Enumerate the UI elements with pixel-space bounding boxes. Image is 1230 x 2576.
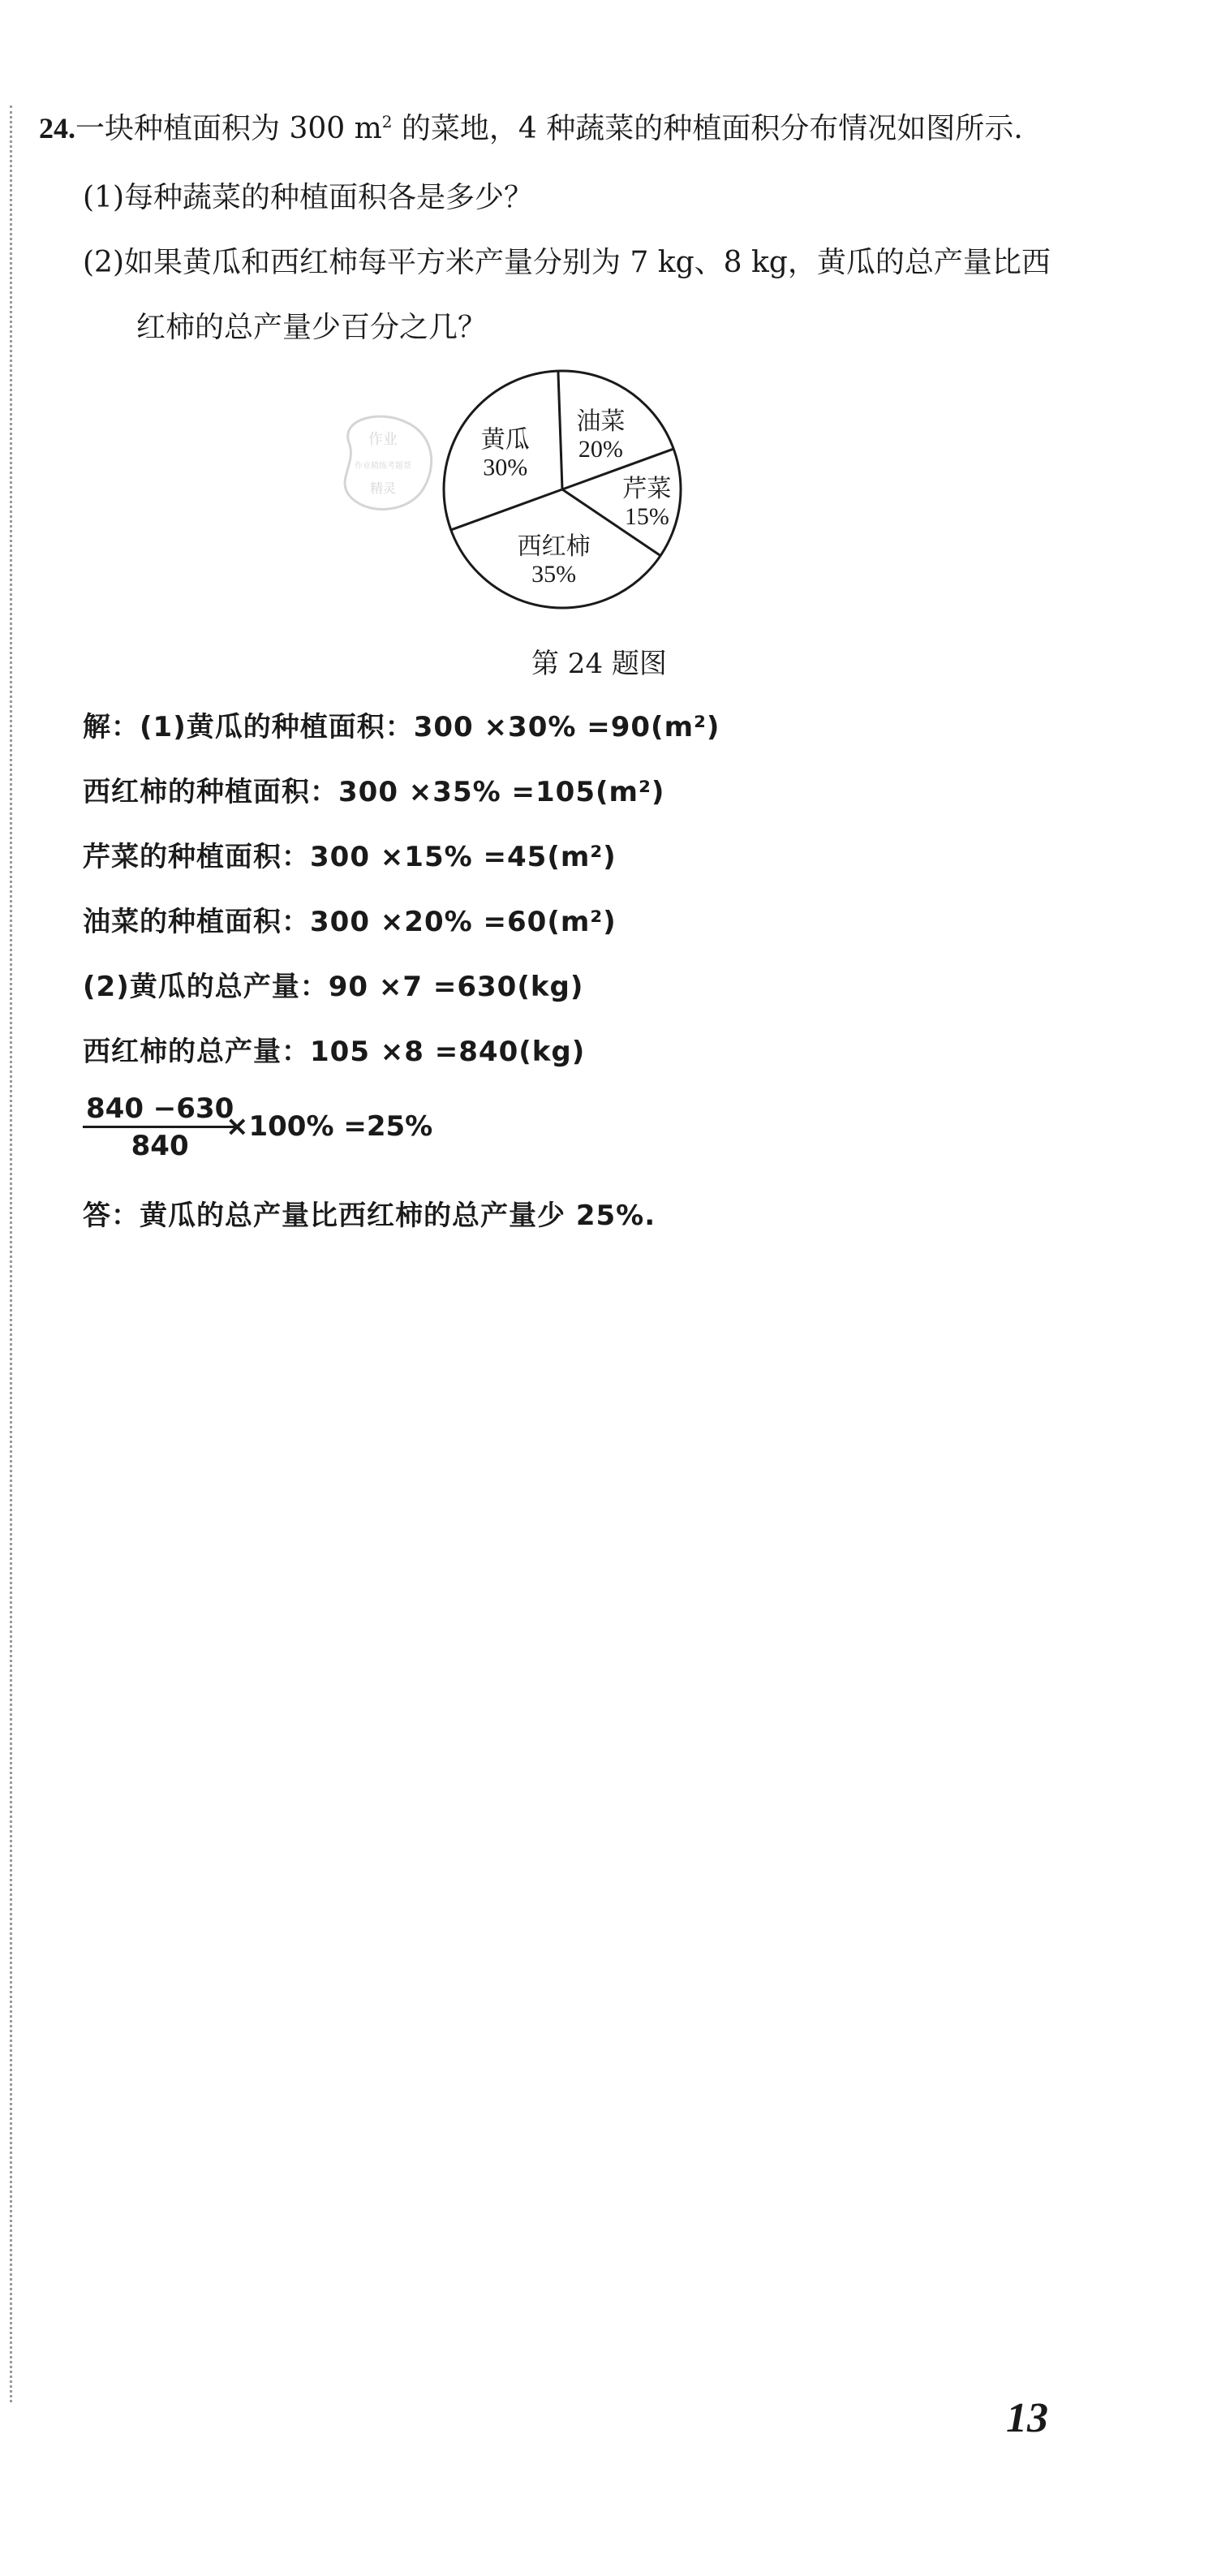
pie-slice-label-0: 30% [483, 454, 528, 481]
solution-line-5: (2)黄瓜的总产量：90 ×7 =630(kg) [83, 971, 584, 1003]
fraction-numerator: 840 −630 [83, 1092, 237, 1128]
solution-line-1: 解：(1)黄瓜的种植面积：300 ×30% =90(m²) [83, 711, 720, 743]
stamp-bottom-text: 精灵 [369, 480, 397, 496]
fraction-denominator: 840 [131, 1130, 189, 1162]
page-number: 13 [1006, 2395, 1048, 2441]
question-stem-text-b: 的菜地，4 种蔬菜的种植面积分布情况如图所示. [392, 112, 1023, 145]
question-part-2-line-1: (2)如果黄瓜和西红柿每平方米产量分别为 7 kg、8 kg，黄瓜的总产量比西 [83, 246, 1051, 279]
pie-slice-name-0: 黄瓜 [480, 425, 530, 454]
pie-divider-0 [451, 489, 562, 530]
pie-slice-name-1: 油菜 [576, 407, 626, 436]
solution-line-2: 西红柿的种植面积：300 ×35% =105(m²) [83, 776, 665, 808]
question-part-2-line-2: 红柿的总产量少百分之几？ [136, 311, 488, 344]
figure-caption: 第 24 题图 [531, 648, 667, 680]
solution-line-3: 芹菜的种植面积：300 ×15% =45(m²) [83, 841, 617, 873]
solution-fraction [83, 1092, 237, 1164]
question-stem-text-a: 一块种植面积为 300 m [75, 112, 382, 145]
pie-slice-name-3: 西红柿 [517, 532, 591, 562]
question-number: 24. [39, 112, 75, 144]
solution-answer: 答：黄瓜的总产量比西红柿的总产量少 25%. [83, 1200, 656, 1232]
question-part-1: (1)每种蔬菜的种植面积各是多少？ [83, 181, 533, 214]
question-stem-superscript: 2 [381, 112, 393, 131]
pie-chart [329, 361, 734, 629]
question-stem [39, 106, 1023, 147]
pie-slice-label-2: 15% [624, 502, 669, 530]
pie-slice-name-2: 芹菜 [622, 474, 672, 503]
solution-line-4: 油菜的种植面积：300 ×20% =60(m²) [83, 906, 617, 938]
pie-chart-container [329, 361, 734, 629]
pie-slice-label-3: 35% [531, 561, 577, 588]
solution-line-6: 西红柿的总产量：105 ×8 =840(kg) [83, 1036, 586, 1068]
pie-divider-1 [558, 371, 562, 489]
pie-slice-label-1: 20% [578, 435, 623, 463]
margin-dotted-line [10, 106, 12, 2402]
stamp-top-text: 作业 [368, 431, 398, 448]
stamp-middle-text: 作业精练考题帮 [355, 462, 411, 471]
fraction-rest: ×100% =25% [226, 1110, 433, 1143]
